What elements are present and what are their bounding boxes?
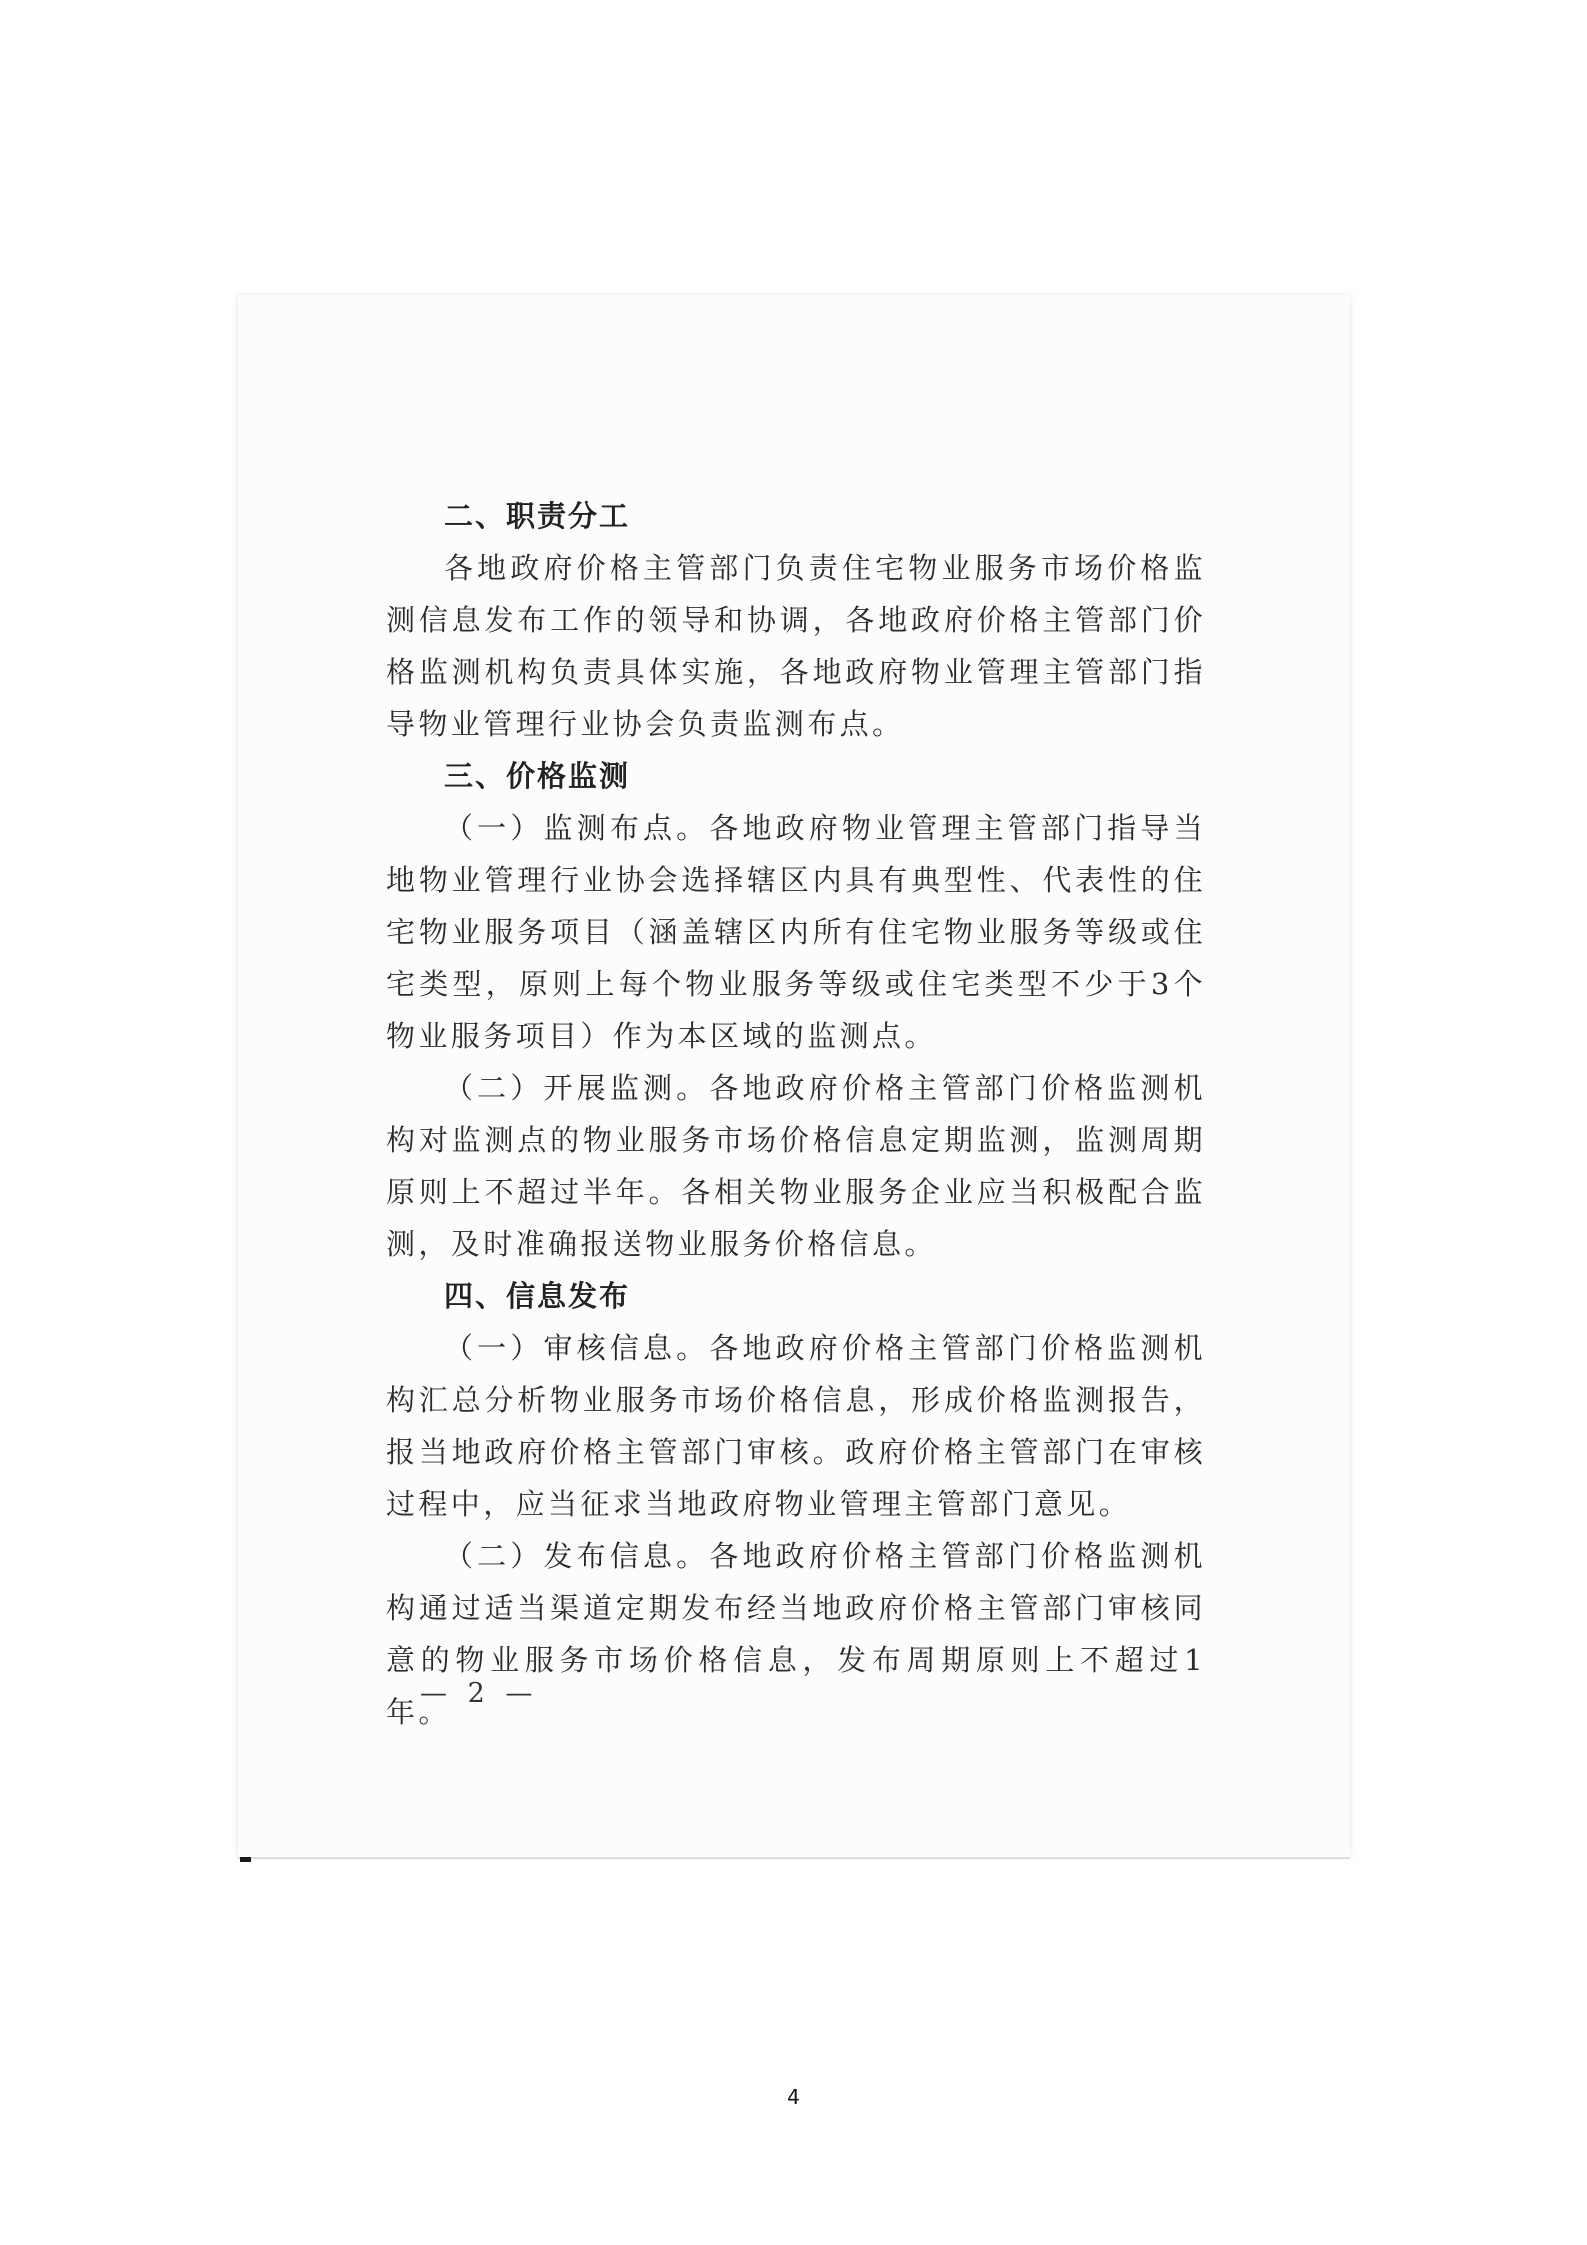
section-responsibilities [386,490,1206,750]
paragraph-text: 各地政府价格主管部门价格监测机构通过适当渠道定期发布经当地政府价格主管部门审核同意的物业服务市场价格信息，发布周期原则上不超过1年。 [386,1539,1206,1729]
paragraph-text: 各地政府价格主管部门负责住宅物业服务市场价格监测信息发布工作的领导和协调，各地政府价格主管部门价格监测机构负责具体实施，各地政府物业管理主管部门指导物业管理行业协会负责监测布点。 [386,551,1206,741]
section-price-monitoring [386,750,1206,1270]
section-heading: 三、价格监测 [444,759,631,793]
footer-page-number: 4 [787,2085,800,2109]
section-info-release [386,1270,1206,1738]
scan-mark [240,1857,251,1862]
scan-edge-line [238,1857,1350,1859]
paragraph [386,1322,1206,1530]
paragraph [386,1062,1206,1270]
paragraph-text: 各地政府物业管理主管部门指导当地物业管理行业协会选择辖区内具有典型性、代表性的住宅物业服务项目（涵盖辖区内所有住宅物业服务等级或住宅类型，原则上每个物业服务等级或住宅类型不少于3个物业服务项目）作为本区域的监测点。 [386,811,1206,1053]
paragraph-text: 各地政府价格主管部门价格监测机构汇总分析物业服务市场价格信息，形成价格监测报告，报当地政府价格主管部门审核。政府价格主管部门在审核过程中，应当征求当地政府物业管理主管部门意见。 [386,1331,1206,1521]
paragraph [386,542,1206,750]
paragraph-text: 各地政府价格主管部门价格监测机构对监测点的物业服务市场价格信息定期监测，监测周期原则上不超过半年。各相关物业服务企业应当积极配合监测，及时准确报送物业服务价格信息。 [386,1071,1206,1261]
paragraph-lead: （一）审核信息。 [444,1331,710,1365]
inner-page-number: — 2 — [420,1678,539,1709]
section-heading: 四、信息发布 [444,1279,631,1313]
paragraph [386,802,1206,1062]
section-heading: 二、职责分工 [444,499,631,533]
paragraph-lead: （一）监测布点。 [444,811,710,845]
paragraph-lead: （二）开展监测。 [444,1071,710,1105]
paragraph-lead: （二）发布信息。 [444,1539,710,1573]
document-body [386,490,1206,1738]
